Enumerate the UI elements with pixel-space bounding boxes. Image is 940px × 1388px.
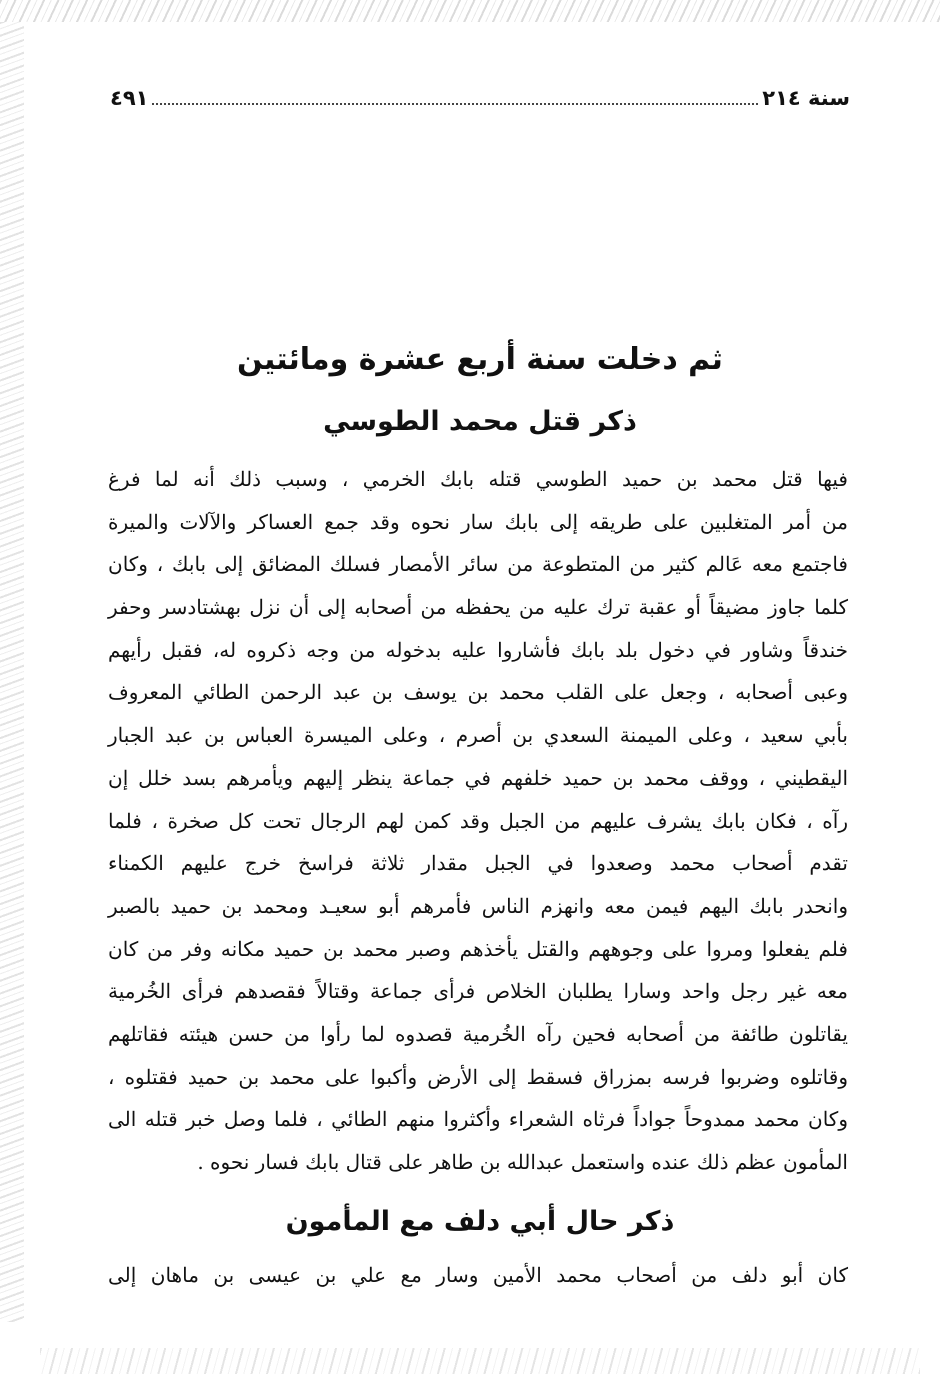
- scan-border-left: [0, 22, 24, 1322]
- section-heading-abu-dulaf: ذكر حال أبي دلف مع المأمون: [285, 1206, 675, 1237]
- page-title: ثم دخلت سنة أربع عشرة ومائتين: [237, 342, 723, 377]
- text-line: بأبي سعيد ، وعلى الميمنة السعدي بن أصرم ، وعلى الميسرة العباس بن عبد الجبار: [108, 723, 848, 748]
- text-line: وانحدر بابك اليهم فيمن معه وانهزم الناس فأمرهم أبو سعيـد ومحمد بن حميد بالصبر: [108, 893, 848, 918]
- text-line: اليقطيني ، ووقف محمد بن حميد خلفهم في جماعة ينظر إليهم ويأمرهم بسد خلل إن: [108, 765, 848, 790]
- text-line: رآه ، فكان بابك يشرف عليهم من الجبل وقد كمن لهم الرجال تحت كل صخرة ، فلما: [108, 808, 848, 833]
- text-line: فاجتمع معه عَالم كثير من المتطوعة من سائر الأمصار فسلك المضائق إلى بابك ، وكان: [108, 552, 848, 577]
- paragraph-tusi: [108, 458, 848, 1184]
- text-line: من أمر المتغلبين على طريقه إلى بابك سار نحوه وقد جمع العساكر والآلات والميرة: [108, 509, 848, 534]
- text-line: المأمون عظم ذلك عنده واستعمل عبدالله بن طاهر على قتال بابك فسار نحوه .: [197, 1150, 848, 1174]
- text-line: كلما جاوز مضيقاً أو عقبة ترك عليه من يحفظه من أصحابه إلى أن نزل بهشتادسر وحفر: [108, 595, 848, 620]
- page-number: ٤٩١: [110, 86, 149, 110]
- header-year: سنة ٢١٤: [762, 86, 850, 110]
- scan-border-bottom: [40, 1348, 920, 1374]
- text-line: فلم يفعلوا ومروا على وجوههم والقتل يأخذهم وصبر محمد بن حميد مكانه وفر من كان: [108, 936, 848, 961]
- text-line: وقاتلوه وضربوا فرسه بمزراق فسقط إلى الأرض وأكبوا على محمد بن حميد فقتلوه ،: [108, 1064, 848, 1089]
- text-line: خندقاً وشاور في دخول بلد بابك فأشاروا عليه بدخوله من وجه ذكروه له، فقبل رأيهم: [108, 637, 848, 662]
- text-line: معه غير رجل واحد وسارا يطلبان الخلاص فرأى جماعة وقتالاً فقصدهم فرأى الخُرمية: [108, 979, 848, 1004]
- running-header: [110, 86, 850, 116]
- scan-border-top: [0, 0, 940, 22]
- text-line: يقاتلون طائفة من أصحابه فحين رآه الخُرمية قصدوه لما رأوا من حسن هيئته فقاتلهم: [108, 1021, 848, 1046]
- header-leader-dots: [152, 103, 758, 105]
- text-line: وعبى أصحابه ، وجعل على القلب محمد بن يوسف بن عبد الرحمن الطائي المعروف: [108, 680, 848, 705]
- text-line: وكان محمد ممدوحاً جواداً فرثاه الشعراء وأكثروا منهم الطائي ، فلما وصل خبر قتله الى: [108, 1107, 848, 1132]
- section-heading-tusi: ذكر قتل محمد الطوسي: [323, 406, 637, 437]
- text-line: فيها قتل محمد بن حميد الطوسي قتله بابك الخرمي ، وسبب ذلك أنه لما فرغ: [108, 467, 848, 491]
- paragraph-abu-dulaf: [108, 1254, 848, 1297]
- text-line: كان أبو دلف من أصحاب محمد الأمين وسار مع علي بن عيسى بن ماهان إلى: [108, 1263, 848, 1287]
- text-line: تقدم أصحاب محمد وصعدوا في الجبل مقدار ثلاثة فراسخ خرج عليهم الكمناء: [108, 851, 848, 876]
